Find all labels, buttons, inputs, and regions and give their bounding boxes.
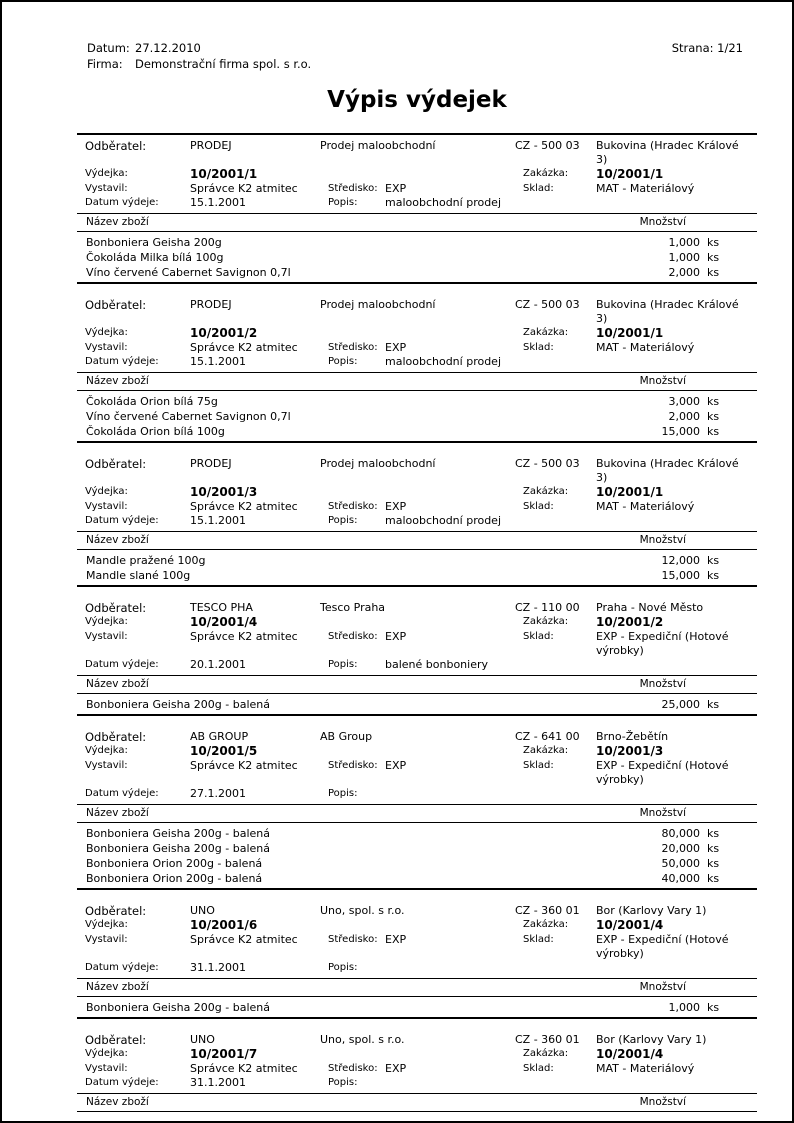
- item-name: Mandle pražené 100g: [86, 554, 206, 567]
- section-header: [77, 1029, 757, 1094]
- center-label: Středisko:: [328, 760, 378, 771]
- issue-number: 10/2001/2: [190, 326, 258, 340]
- issue-number: 10/2001/3: [190, 485, 258, 499]
- item-unit: ks: [707, 395, 720, 408]
- issue-section: [77, 294, 757, 443]
- issue-date-label: Datum výdeje:: [85, 197, 159, 208]
- item-unit: ks: [707, 266, 720, 279]
- customer-code: UNO: [190, 904, 215, 917]
- item-name-header: Název zboží: [86, 1096, 149, 1108]
- customer-label: Odběratel:: [85, 298, 147, 312]
- item-name: Bonboniera Orion 200g - balená: [86, 872, 263, 885]
- item-name-header: Název zboží: [86, 216, 149, 228]
- item-row: [77, 553, 757, 568]
- center-label: Středisko:: [328, 934, 378, 945]
- postal-code: CZ - 110 00: [515, 601, 580, 614]
- section-header: [77, 726, 757, 805]
- customer-city: Bor (Karlovy Vary 1): [596, 1033, 707, 1046]
- issued-by-label: Vystavil:: [85, 342, 128, 353]
- description-label: Popis:: [328, 197, 358, 208]
- issue-label: Výdejka:: [85, 919, 128, 930]
- issue-number: 10/2001/1: [190, 167, 258, 181]
- customer-label: Odběratel:: [85, 139, 147, 153]
- order-number: 10/2001/2: [596, 615, 664, 629]
- issue-date-label: Datum výdeje:: [85, 1077, 159, 1088]
- issue-section: [77, 453, 757, 587]
- item-row: [77, 697, 757, 712]
- item-name: Mandle slané 100g: [86, 569, 191, 582]
- order-number: 10/2001/1: [596, 326, 664, 340]
- item-unit: ks: [707, 872, 720, 885]
- item-name: Bonboniera Geisha 200g - balená: [86, 698, 271, 711]
- quantity-header: Množství: [639, 981, 686, 993]
- center-label: Středisko:: [328, 501, 378, 512]
- item-row: [77, 841, 757, 856]
- items-column-header: [77, 373, 757, 391]
- issued-by-label: Vystavil:: [85, 1063, 128, 1074]
- item-row: [77, 265, 757, 280]
- issued-by-value: Správce K2 atmitec: [190, 933, 298, 946]
- postal-code: CZ - 641 00: [515, 730, 580, 743]
- quantity-header: Množství: [639, 216, 686, 228]
- customer-code: UNO: [190, 1033, 215, 1046]
- item-unit: ks: [707, 842, 720, 855]
- section-header: [77, 453, 757, 532]
- item-row: [77, 235, 757, 250]
- page-number: [672, 40, 757, 72]
- item-quantity: 1,000: [668, 1001, 700, 1014]
- center-label: Středisko:: [328, 183, 378, 194]
- items-table: [77, 550, 757, 587]
- issue-date-value: 15.1.2001: [190, 355, 246, 368]
- issued-by-label: Vystavil:: [85, 183, 128, 194]
- items-table: [77, 232, 757, 284]
- issue-section: [77, 1029, 757, 1112]
- customer-name: Prodej maloobchodní: [320, 298, 436, 311]
- center-value: EXP: [385, 182, 407, 195]
- item-row: [77, 826, 757, 841]
- issue-date-value: 31.1.2001: [190, 1076, 246, 1089]
- warehouse-label: Sklad:: [523, 183, 554, 194]
- items-column-header: [77, 805, 757, 823]
- item-unit: ks: [707, 1001, 720, 1014]
- item-name-header: Název zboží: [86, 807, 149, 819]
- issued-by-value: Správce K2 atmitec: [190, 1062, 298, 1075]
- customer-name: AB Group: [320, 730, 373, 743]
- item-unit: ks: [707, 236, 720, 249]
- item-quantity: 1,000: [668, 251, 700, 264]
- customer-name: Tesco Praha: [320, 601, 386, 614]
- issue-date-label: Datum výdeje:: [85, 515, 159, 526]
- item-quantity: 20,000: [661, 842, 700, 855]
- issued-by-value: Správce K2 atmitec: [190, 182, 298, 195]
- description-label: Popis:: [328, 515, 358, 526]
- warehouse-value: EXP - Expediční (Hotové výrobky): [596, 933, 729, 960]
- issue-number: 10/2001/5: [190, 744, 258, 758]
- issued-by-value: Správce K2 atmitec: [190, 630, 298, 643]
- center-value: EXP: [385, 630, 407, 643]
- issued-by-label: Vystavil:: [85, 631, 128, 642]
- items-table: [77, 391, 757, 443]
- items-column-header: [77, 1094, 757, 1112]
- item-quantity: 2,000: [668, 266, 700, 279]
- issue-label: Výdejka:: [85, 745, 128, 756]
- customer-label: Odběratel:: [85, 730, 147, 744]
- customer-code: PRODEJ: [190, 298, 232, 311]
- order-number: 10/2001/3: [596, 744, 664, 758]
- issue-number: 10/2001/4: [190, 615, 258, 629]
- warehouse-value: MAT - Materiálový: [596, 500, 695, 513]
- item-quantity: 3,000: [668, 395, 700, 408]
- item-row: [77, 409, 757, 424]
- quantity-header: Množství: [639, 534, 686, 546]
- customer-name: Uno, spol. s r.o.: [320, 1033, 405, 1046]
- issue-date-value: 31.1.2001: [190, 961, 246, 974]
- warehouse-value: MAT - Materiálový: [596, 182, 695, 195]
- postal-code: CZ - 500 03: [515, 457, 580, 470]
- issue-date-label: Datum výdeje:: [85, 788, 159, 799]
- issue-date-value: 20.1.2001: [190, 658, 246, 671]
- item-name: Čokoláda Orion bílá 75g: [86, 395, 218, 408]
- item-name: Čokoláda Milka bílá 100g: [86, 251, 224, 264]
- postal-code: CZ - 500 03: [515, 298, 580, 311]
- items-column-header: [77, 214, 757, 232]
- item-unit: ks: [707, 569, 720, 582]
- item-name: Bonboniera Geisha 200g: [86, 236, 222, 249]
- customer-city: Bukovina (Hradec Králové 3): [596, 457, 739, 484]
- customer-name: Prodej maloobchodní: [320, 139, 436, 152]
- item-unit: ks: [707, 425, 720, 438]
- issued-by-label: Vystavil:: [85, 934, 128, 945]
- customer-city: Brno-Žebětín: [596, 730, 669, 743]
- customer-code: AB GROUP: [190, 730, 249, 743]
- items-table: [77, 694, 757, 716]
- issue-date-label: Datum výdeje:: [85, 659, 159, 670]
- order-label: Zakázka:: [523, 486, 569, 497]
- warehouse-value: EXP - Expediční (Hotové výrobky): [596, 759, 729, 786]
- item-name: Bonboniera Geisha 200g - balená: [86, 1001, 271, 1014]
- center-value: EXP: [385, 933, 407, 946]
- meta-left: [77, 40, 311, 72]
- item-name: Bonboniera Orion 200g - balená: [86, 857, 263, 870]
- center-value: EXP: [385, 500, 407, 513]
- meta-company-row: [87, 56, 311, 72]
- item-name-header: Název zboží: [86, 534, 149, 546]
- item-unit: ks: [707, 554, 720, 567]
- issue-label: Výdejka:: [85, 616, 128, 627]
- section-header: [77, 294, 757, 373]
- item-quantity: 25,000: [661, 698, 700, 711]
- quantity-header: Množství: [639, 375, 686, 387]
- postal-code: CZ - 360 01: [515, 904, 580, 917]
- issue-section: [77, 726, 757, 890]
- description-value: balené bonboniery: [385, 658, 489, 671]
- issue-section: [77, 133, 757, 284]
- item-name-header: Název zboží: [86, 981, 149, 993]
- issued-by-value: Správce K2 atmitec: [190, 759, 298, 772]
- order-number: 10/2001/1: [596, 167, 664, 181]
- issue-label: Výdejka:: [85, 486, 128, 497]
- issue-number: 10/2001/7: [190, 1047, 258, 1061]
- warehouse-value: MAT - Materiálový: [596, 341, 695, 354]
- item-quantity: 15,000: [661, 569, 700, 582]
- items-table: [77, 823, 757, 890]
- page-label: Strana:: [671, 41, 714, 55]
- customer-name: Prodej maloobchodní: [320, 457, 436, 470]
- customer-code: TESCO PHA: [190, 601, 253, 614]
- description-label: Popis:: [328, 1077, 358, 1088]
- warehouse-label: Sklad:: [523, 760, 554, 771]
- item-row: [77, 1000, 757, 1015]
- company-value: Demonstrační firma spol. s r.o.: [135, 57, 312, 71]
- sections-list: [77, 133, 757, 1112]
- quantity-header: Množství: [639, 678, 686, 690]
- items-column-header: [77, 979, 757, 997]
- date-value: 27.12.2010: [135, 41, 201, 55]
- item-name-header: Název zboží: [86, 375, 149, 387]
- item-row: [77, 856, 757, 871]
- issue-label: Výdejka:: [85, 1048, 128, 1059]
- item-quantity: 12,000: [661, 554, 700, 567]
- description-value: maloobchodní prodej: [385, 196, 502, 209]
- postal-code: CZ - 500 03: [515, 139, 580, 152]
- issue-number: 10/2001/6: [190, 918, 258, 932]
- order-label: Zakázka:: [523, 1048, 569, 1059]
- customer-code: PRODEJ: [190, 139, 232, 152]
- warehouse-label: Sklad:: [523, 501, 554, 512]
- issue-label: Výdejka:: [85, 168, 128, 179]
- customer-city: Bor (Karlovy Vary 1): [596, 904, 707, 917]
- center-value: EXP: [385, 341, 407, 354]
- items-column-header: [77, 676, 757, 694]
- item-name: Víno červené Cabernet Savignon 0,7l: [86, 266, 291, 279]
- order-number: 10/2001/4: [596, 1047, 664, 1061]
- order-label: Zakázka:: [523, 616, 569, 627]
- item-quantity: 80,000: [661, 827, 700, 840]
- customer-name: Uno, spol. s r.o.: [320, 904, 405, 917]
- customer-city: Praha - Nové Město: [596, 601, 704, 614]
- center-value: EXP: [385, 1062, 407, 1075]
- quantity-header: Množství: [639, 1096, 686, 1108]
- issue-date-label: Datum výdeje:: [85, 962, 159, 973]
- order-label: Zakázka:: [523, 327, 569, 338]
- issue-label: Výdejka:: [85, 327, 128, 338]
- item-quantity: 2,000: [668, 410, 700, 423]
- item-quantity: 1,000: [668, 236, 700, 249]
- description-label: Popis:: [328, 659, 358, 670]
- item-unit: ks: [707, 410, 720, 423]
- item-row: [77, 568, 757, 583]
- issue-date-value: 15.1.2001: [190, 196, 246, 209]
- center-value: EXP: [385, 759, 407, 772]
- item-quantity: 50,000: [661, 857, 700, 870]
- section-header: [77, 133, 757, 214]
- item-quantity: 15,000: [661, 425, 700, 438]
- issue-date-label: Datum výdeje:: [85, 356, 159, 367]
- item-unit: ks: [707, 827, 720, 840]
- company-label: Firma:: [87, 57, 123, 71]
- customer-city: Bukovina (Hradec Králové 3): [596, 139, 739, 166]
- items-column-header: [77, 532, 757, 550]
- report-title: Výpis výdejek: [327, 87, 507, 113]
- item-quantity: 40,000: [661, 872, 700, 885]
- item-row: [77, 394, 757, 409]
- item-name: Víno červené Cabernet Savignon 0,7l: [86, 410, 291, 423]
- order-label: Zakázka:: [523, 168, 569, 179]
- order-label: Zakázka:: [523, 745, 569, 756]
- issued-by-label: Vystavil:: [85, 760, 128, 771]
- quantity-header: Množství: [639, 807, 686, 819]
- customer-city: Bukovina (Hradec Králové 3): [596, 298, 739, 325]
- center-label: Středisko:: [328, 342, 378, 353]
- customer-label: Odběratel:: [85, 457, 147, 471]
- item-name: Bonboniera Geisha 200g - balená: [86, 827, 271, 840]
- issue-date-value: 15.1.2001: [190, 514, 246, 527]
- section-header: [77, 597, 757, 676]
- issued-by-label: Vystavil:: [85, 501, 128, 512]
- item-unit: ks: [707, 251, 720, 264]
- description-label: Popis:: [328, 788, 358, 799]
- item-row: [77, 871, 757, 886]
- customer-label: Odběratel:: [85, 601, 147, 615]
- postal-code: CZ - 360 01: [515, 1033, 580, 1046]
- page-meta: [77, 2, 757, 72]
- description-value: maloobchodní prodej: [385, 514, 502, 527]
- warehouse-label: Sklad:: [523, 1063, 554, 1074]
- warehouse-label: Sklad:: [523, 934, 554, 945]
- issue-date-value: 27.1.2001: [190, 787, 246, 800]
- description-label: Popis:: [328, 962, 358, 973]
- report-content: [77, 2, 757, 1112]
- meta-date-row: [87, 40, 311, 56]
- warehouse-value: EXP - Expediční (Hotové výrobky): [596, 630, 729, 657]
- description-value: maloobchodní prodej: [385, 355, 502, 368]
- item-name: Čokoláda Orion bílá 100g: [86, 425, 225, 438]
- center-label: Středisko:: [328, 631, 378, 642]
- issue-section: [77, 900, 757, 1019]
- description-label: Popis:: [328, 356, 358, 367]
- warehouse-label: Sklad:: [523, 342, 554, 353]
- item-row: [77, 424, 757, 439]
- date-label: Datum:: [87, 41, 130, 55]
- order-number: 10/2001/1: [596, 485, 664, 499]
- customer-label: Odběratel:: [85, 1033, 147, 1047]
- item-unit: ks: [707, 698, 720, 711]
- order-label: Zakázka:: [523, 919, 569, 930]
- customer-code: PRODEJ: [190, 457, 232, 470]
- customer-label: Odběratel:: [85, 904, 147, 918]
- warehouse-value: MAT - Materiálový: [596, 1062, 695, 1075]
- item-name-header: Název zboží: [86, 678, 149, 690]
- issued-by-value: Správce K2 atmitec: [190, 341, 298, 354]
- issued-by-value: Správce K2 atmitec: [190, 500, 298, 513]
- page-value: 1/21: [717, 41, 743, 55]
- item-unit: ks: [707, 857, 720, 870]
- issue-section: [77, 597, 757, 716]
- section-header: [77, 900, 757, 979]
- warehouse-label: Sklad:: [523, 631, 554, 642]
- item-row: [77, 250, 757, 265]
- item-name: Bonboniera Geisha 200g - balená: [86, 842, 271, 855]
- items-table: [77, 997, 757, 1019]
- center-label: Středisko:: [328, 1063, 378, 1074]
- order-number: 10/2001/4: [596, 918, 664, 932]
